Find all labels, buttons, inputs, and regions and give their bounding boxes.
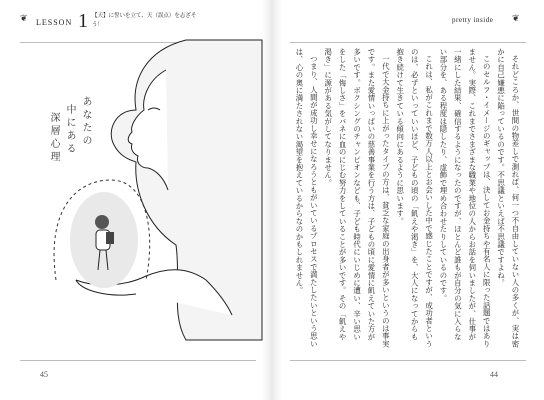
footer-rule [290,360,526,361]
page-number: 45 [40,370,48,379]
running-head: pretty inside [452,16,494,24]
ornament-icon: ❦ [20,14,28,24]
caption-line: あなたの [80,96,91,148]
paragraph: このセルフ・イメージのギャップは、決してお金持ちや有名人に限った話題ではありません。実際、これまでさまざまな職業や地位の人からお話を伺いましたが、仕事が一緒にした結果、確信するようになったのですが、ほとんど誰もが自分の気に入らない部分を、ある程度は隠したり、虚飾で埋め合わせたりしているのです。 [438,48,492,348]
header-rule [290,42,526,43]
body-text [296,48,522,348]
paragraph: つまり、人間が成功し幸せになろうともがいているプロセスで満たしたいという思いは、心の奥に満たされない渇望を抱えているからなのかもしれません。 [294,48,319,348]
ornament-icon: ❦ [512,14,520,24]
girl-backpack [106,232,114,244]
lesson-title: 【天】に誓いを立て、天（誤点）を志ざそう！ [92,13,197,28]
lesson-number: 1 [78,10,88,32]
gutter-shadow [262,0,282,400]
illustration-woman-with-girl [36,40,262,340]
paragraph: 一代で大金持ちに上がったタイプの方は、貧乏な家庭の出身者が多いというのは事実です。また愛情いっぱいの慈善事業を行う方は、子どもの頃に愛情に飢えていた方が多いです。ボクシングのチャンピオンなども、子ども時代にいじめに遭い、辛い思いをした「悔しさ」をバネに血のにじむ努力をしていることが多いです。その「飢えや渇き」に源がある気がしてなりません。 [323,48,391,348]
girl-head [95,215,109,229]
footer-rule [20,360,256,361]
paragraph: それどころか、世間の物差しで測れば、何一つ不自由していない人の多くが、実は密かに自己嫌悪に陥っているのです。不思議といえば不思議ですよね。 [496,48,520,348]
lesson-label: LESSON [36,18,73,27]
caption-line: 深層心理 [48,112,59,164]
caption-line: 中にある [64,104,75,156]
paragraph: これは、私がこれまで数万人以上とお会いした中で感じたことですが、成功者というのは、必ずといっていいほど、子どもの頃の「飢えや渇き」を、大人になってからも抱き続けて生きている傾向にあるように思います。 [395,48,434,348]
page-number: 44 [490,370,498,379]
